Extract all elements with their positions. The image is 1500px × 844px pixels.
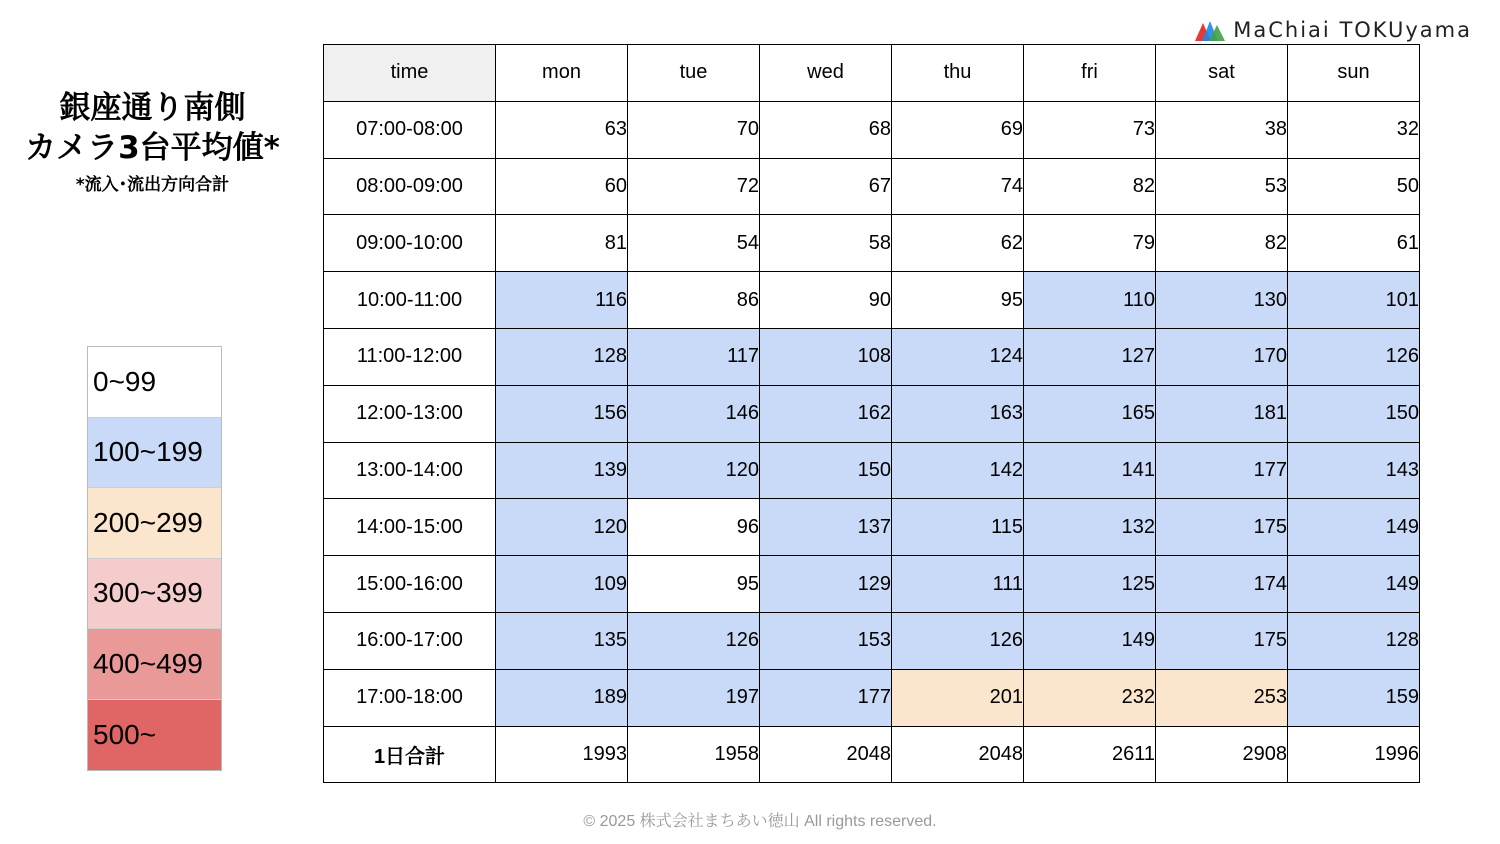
table-cell: 126 bbox=[628, 612, 760, 669]
table-cell: 82 bbox=[1156, 215, 1288, 272]
header-sun: sun bbox=[1288, 45, 1420, 102]
header-fri: fri bbox=[1024, 45, 1156, 102]
page-title-line1: 銀座通り南側 bbox=[59, 90, 246, 126]
table-cell: 86 bbox=[628, 272, 760, 329]
table-cell: 127 bbox=[1024, 328, 1156, 385]
table-cell: 170 bbox=[1156, 328, 1288, 385]
table-cell: 110 bbox=[1024, 272, 1156, 329]
table-cell: 101 bbox=[1288, 272, 1420, 329]
table-cell: 232 bbox=[1024, 669, 1156, 726]
table-cell: 153 bbox=[760, 612, 892, 669]
legend-item-0-99: 0~99 bbox=[88, 347, 221, 418]
table-cell: 120 bbox=[496, 499, 628, 556]
table-cell: 146 bbox=[628, 385, 760, 442]
table-row bbox=[324, 328, 1420, 385]
row-time-label: 15:00-16:00 bbox=[324, 556, 496, 613]
table-cell: 96 bbox=[628, 499, 760, 556]
table-cell: 156 bbox=[496, 385, 628, 442]
table-cell: 38 bbox=[1156, 101, 1288, 158]
table-cell: 109 bbox=[496, 556, 628, 613]
table-cell: 120 bbox=[628, 442, 760, 499]
table-row bbox=[324, 556, 1420, 613]
table-cell: 197 bbox=[628, 669, 760, 726]
legend-item-300-399: 300~399 bbox=[88, 559, 221, 630]
table-cell: 139 bbox=[496, 442, 628, 499]
header-tue: tue bbox=[628, 45, 760, 102]
table-cell: 142 bbox=[892, 442, 1024, 499]
table-cell: 150 bbox=[1288, 385, 1420, 442]
table-cell: 149 bbox=[1288, 556, 1420, 613]
table-cell: 126 bbox=[892, 612, 1024, 669]
table-cell: 165 bbox=[1024, 385, 1156, 442]
table-cell: 163 bbox=[892, 385, 1024, 442]
row-time-label: 16:00-17:00 bbox=[324, 612, 496, 669]
row-time-label: 08:00-09:00 bbox=[324, 158, 496, 215]
table-cell: 81 bbox=[496, 215, 628, 272]
color-legend bbox=[87, 346, 222, 771]
row-time-label: 11:00-12:00 bbox=[324, 328, 496, 385]
table-cell: 129 bbox=[760, 556, 892, 613]
row-time-label: 10:00-11:00 bbox=[324, 272, 496, 329]
table-cell: 143 bbox=[1288, 442, 1420, 499]
table-row bbox=[324, 101, 1420, 158]
table-cell: 175 bbox=[1156, 499, 1288, 556]
table-cell: 141 bbox=[1024, 442, 1156, 499]
table-row bbox=[324, 272, 1420, 329]
table-cell: 115 bbox=[892, 499, 1024, 556]
table-cell: 111 bbox=[892, 556, 1024, 613]
table-row bbox=[324, 669, 1420, 726]
table-cell: 61 bbox=[1288, 215, 1420, 272]
table-cell: 108 bbox=[760, 328, 892, 385]
table-cell: 128 bbox=[496, 328, 628, 385]
total-cell: 1993 bbox=[496, 726, 628, 783]
traffic-table bbox=[323, 44, 1420, 783]
table-cell: 189 bbox=[496, 669, 628, 726]
row-time-label: 09:00-10:00 bbox=[324, 215, 496, 272]
total-cell: 2611 bbox=[1024, 726, 1156, 783]
table-cell: 162 bbox=[760, 385, 892, 442]
table-row bbox=[324, 612, 1420, 669]
row-time-label: 17:00-18:00 bbox=[324, 669, 496, 726]
legend-item-400-499: 400~499 bbox=[88, 629, 221, 700]
table-cell: 60 bbox=[496, 158, 628, 215]
table-cell: 68 bbox=[760, 101, 892, 158]
table-cell: 95 bbox=[628, 556, 760, 613]
total-cell: 1958 bbox=[628, 726, 760, 783]
title-note: *流入･流出方向合計 bbox=[75, 175, 230, 195]
title-block bbox=[10, 88, 295, 195]
copyright-footer: © 2025 株式会社まちあい徳山 All rights reserved. bbox=[583, 813, 937, 830]
table-cell: 58 bbox=[760, 215, 892, 272]
table-cell: 50 bbox=[1288, 158, 1420, 215]
table-cell: 201 bbox=[892, 669, 1024, 726]
table-cell: 53 bbox=[1156, 158, 1288, 215]
total-cell: 2048 bbox=[892, 726, 1024, 783]
table-cell: 117 bbox=[628, 328, 760, 385]
table-cell: 63 bbox=[496, 101, 628, 158]
table-cell: 149 bbox=[1024, 612, 1156, 669]
table-cell: 159 bbox=[1288, 669, 1420, 726]
table-cell: 135 bbox=[496, 612, 628, 669]
header-row bbox=[324, 45, 1420, 102]
legend-item-200-299: 200~299 bbox=[88, 488, 221, 559]
table-cell: 73 bbox=[1024, 101, 1156, 158]
table-cell: 149 bbox=[1288, 499, 1420, 556]
table-cell: 137 bbox=[760, 499, 892, 556]
table-cell: 124 bbox=[892, 328, 1024, 385]
total-cell: 2048 bbox=[760, 726, 892, 783]
header-mon: mon bbox=[496, 45, 628, 102]
table-cell: 95 bbox=[892, 272, 1024, 329]
table-cell: 174 bbox=[1156, 556, 1288, 613]
table-cell: 181 bbox=[1156, 385, 1288, 442]
page-title-line2: カメラ3台平均値* bbox=[25, 130, 280, 166]
row-time-label: 12:00-13:00 bbox=[324, 385, 496, 442]
triangle-logo-icon bbox=[1195, 19, 1225, 41]
table-cell: 132 bbox=[1024, 499, 1156, 556]
row-time-label: 07:00-08:00 bbox=[324, 101, 496, 158]
table-cell: 74 bbox=[892, 158, 1024, 215]
table-row bbox=[324, 499, 1420, 556]
total-cell: 1996 bbox=[1288, 726, 1420, 783]
table-cell: 128 bbox=[1288, 612, 1420, 669]
table-cell: 54 bbox=[628, 215, 760, 272]
table-row bbox=[324, 385, 1420, 442]
table-row bbox=[324, 215, 1420, 272]
table-cell: 67 bbox=[760, 158, 892, 215]
table-cell: 116 bbox=[496, 272, 628, 329]
company-logo bbox=[1195, 18, 1472, 42]
table-cell: 130 bbox=[1156, 272, 1288, 329]
table-cell: 126 bbox=[1288, 328, 1420, 385]
header-thu: thu bbox=[892, 45, 1024, 102]
table-row bbox=[324, 158, 1420, 215]
row-time-label: 14:00-15:00 bbox=[324, 499, 496, 556]
logo-text: MaChiai TOKUyama bbox=[1233, 18, 1472, 42]
table-cell: 177 bbox=[760, 669, 892, 726]
legend-item-100-199: 100~199 bbox=[88, 418, 221, 489]
row-time-label: 13:00-14:00 bbox=[324, 442, 496, 499]
table-cell: 177 bbox=[1156, 442, 1288, 499]
table-cell: 253 bbox=[1156, 669, 1288, 726]
legend-item-500-plus: 500~ bbox=[88, 700, 221, 771]
table-cell: 90 bbox=[760, 272, 892, 329]
header-wed: wed bbox=[760, 45, 892, 102]
total-cell: 2908 bbox=[1156, 726, 1288, 783]
table-cell: 62 bbox=[892, 215, 1024, 272]
table-cell: 82 bbox=[1024, 158, 1156, 215]
header-time: time bbox=[324, 45, 496, 102]
total-row bbox=[324, 726, 1420, 783]
table-cell: 150 bbox=[760, 442, 892, 499]
table-cell: 79 bbox=[1024, 215, 1156, 272]
table-row bbox=[324, 442, 1420, 499]
table-cell: 32 bbox=[1288, 101, 1420, 158]
table-cell: 175 bbox=[1156, 612, 1288, 669]
table-cell: 72 bbox=[628, 158, 760, 215]
table-cell: 125 bbox=[1024, 556, 1156, 613]
table-cell: 70 bbox=[628, 101, 760, 158]
header-sat: sat bbox=[1156, 45, 1288, 102]
total-label: 1日合計 bbox=[324, 726, 496, 783]
table-cell: 69 bbox=[892, 101, 1024, 158]
